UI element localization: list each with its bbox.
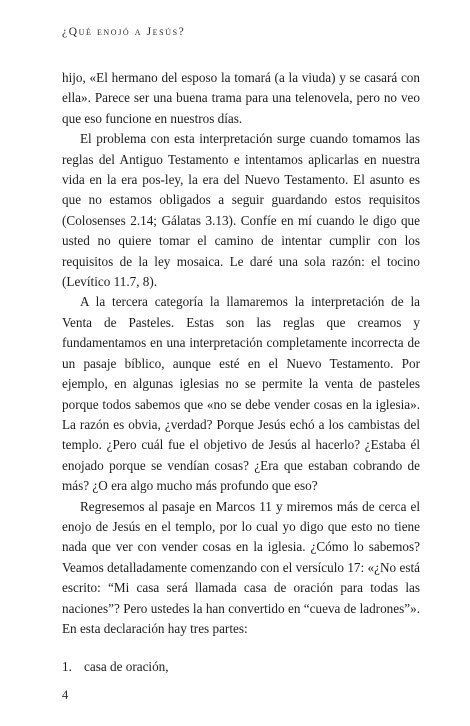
page-number: 4 <box>62 688 69 702</box>
list-text: casa de oración, <box>84 659 169 675</box>
list-number: 1. <box>62 659 72 675</box>
paragraph: A la tercera categoría la llamaremos la interpretación de la Venta de Pasteles. Estas son las reglas que creamos y fundamentamos en una interpretación completamente incorrecta de un pasaje bíblico, aunque esté en el Nuevo Testamento. Por ejemplo, en algunas iglesias no se permite la venta de pasteles porque todos sabemos que «no se debe vender cosas en la iglesia». La razón es obvia, ¿verdad? Porque Jesús echó a los cambistas del templo. ¿Pero cuál fue el objetivo de Jesús al hacerlo? ¿Estaba él enojado porque se vendían cosas? ¿Era que estaban cobrando de más? ¿O era algo mucho más profundo que eso? <box>62 294 420 494</box>
spacer <box>62 639 420 657</box>
list-item <box>62 657 420 677</box>
paragraph: Regresemos al pasaje en Marcos 11 y miremos más de cerca el enojo de Jesús en el templo, por lo cual yo digo que esto no tiene nada que ver con vender cosas en la iglesia. ¿Cómo lo sabemos? Veamos detalladamente comenzando con el versículo 17: «¿No está escrito: “Mi casa será llamada casa de oración para todas las naciones”? Pero ustedes la han convertido en “cueva de ladrones”». En esta declaración hay tres partes: <box>62 498 420 636</box>
running-header: ¿Qué enojó a Jesús? <box>62 26 186 38</box>
paragraph: hijo, «El hermano del esposo la tomará (a la viuda) y se casará con ella». Parece ser una buena trama para una telenovela, pero no veo que eso funcione en nuestros días. <box>62 70 420 126</box>
body-text <box>62 68 420 678</box>
paragraph: El problema con esta interpretación surge cuando tomamos las reglas del Antiguo Testamento e intentamos aplicarlas en nuestra vida en la era pos-ley, la era del Nuevo Testamento. El asunto es que no estamos obligados a seguir guardando estos requisitos (Colosenses 2.14; Gálatas 3.13). Confíe en mí cuando le digo que usted no quiere tomar el camino de intentar cumplir con los requisitos de la ley mosaica. Le daré una sola razón: el tocino (Levítico 11.7, 8). <box>62 131 420 290</box>
